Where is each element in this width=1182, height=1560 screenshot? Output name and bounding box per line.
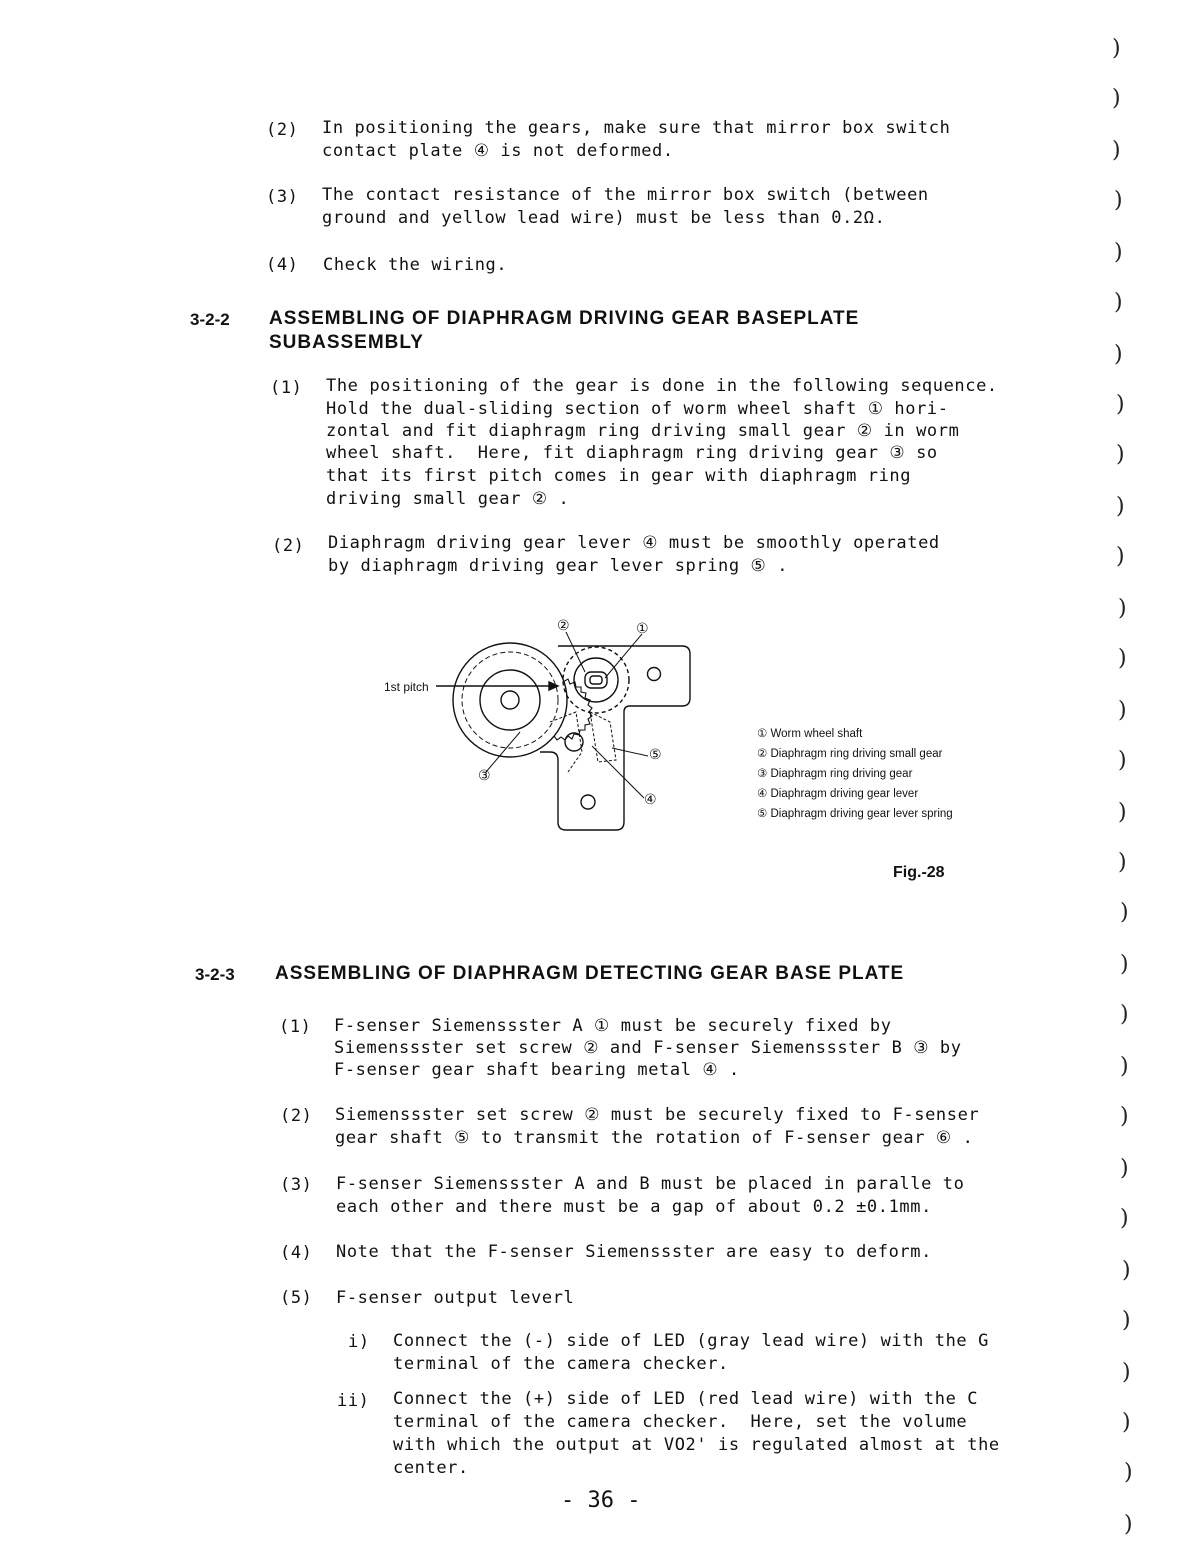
binding-mark: ) [1120,952,1129,977]
gear-teeth [554,679,592,740]
callout-3: ③ [478,767,491,783]
item-number: (2) [280,1106,313,1126]
binding-mark: ) [1116,392,1125,417]
callout-leader-3 [486,732,520,772]
lever-spring [550,712,582,772]
gear-shaft-hole [501,691,519,709]
binding-mark: ) [1116,494,1125,519]
binding-mark: ) [1122,1410,1131,1435]
binding-mark: ) [1118,646,1127,671]
gear-hub [480,670,540,730]
subitem-line: Connect the (-) side of LED (gray lead wire) with the G [393,1331,989,1351]
binding-mark: ) [1120,1206,1129,1231]
item-line: The contact resistance of the mirror box switch (between [322,185,929,205]
item-line: contact plate ④ is not deformed. [322,141,674,161]
binding-mark: ) [1114,290,1123,315]
item-line: Note that the F-senser Siemenssster are easy to deform. [336,1242,932,1262]
small-gear [574,658,618,702]
baseplate-hole [581,795,595,809]
item-line: The positioning of the gear is done in the following sequence. [326,376,998,396]
binding-mark: ) [1114,240,1123,265]
subitem-line: Connect the (+) side of LED (red lead wire) with the C [393,1389,979,1409]
binding-mark: ) [1116,544,1125,569]
lever-pivot [565,733,583,751]
binding-mark: ) [1112,138,1121,163]
binding-mark: ) [1114,188,1123,213]
item-line: F-senser gear shaft bearing metal ④ . [334,1060,740,1080]
legend-item: ⑤ Diaphragm driving gear lever spring [757,808,953,820]
binding-mark: ) [1112,86,1121,111]
binding-mark: ) [1120,1054,1129,1079]
callout-4: ④ [644,791,657,807]
item-number: (4) [266,255,299,275]
binding-mark: ) [1118,800,1127,825]
section-title-continued: SUBASSEMBLY [269,332,424,353]
item-line: In positioning the gears, make sure that mirror box switch [322,118,951,138]
subitem-line: terminal of the camera checker. Here, set the volume [393,1412,968,1432]
subitem-line: terminal of the camera checker. [393,1354,729,1374]
item-number: (3) [266,187,299,207]
subitem-number: i) [348,1332,370,1352]
baseplate-hole [648,668,661,681]
item-line: each other and there must be a gap of about 0.2 ±0.1mm. [336,1197,932,1217]
item-line: Siemenssster set screw ② must be securely fixed to F-senser [335,1105,980,1125]
binding-mark: ) [1118,748,1127,773]
legend-item: ④ Diaphragm driving gear lever [757,788,919,800]
item-number: (1) [270,378,303,398]
binding-mark: ) [1124,1512,1133,1537]
legend-item: ③ Diaphragm ring driving gear [757,768,913,780]
item-line: that its first pitch comes in gear with diaphragm ring [326,466,912,486]
item-line: Hold the dual-sliding section of worm wheel shaft ① hori- [326,399,949,419]
item-number: (1) [279,1017,312,1037]
item-line: Diaphragm driving gear lever ④ must be smoothly operated [328,533,940,553]
binding-mark: ) [1122,1308,1131,1333]
callout-leader-5 [612,748,648,756]
item-line: by diaphragm driving gear lever spring ⑤ . [328,556,789,576]
callout-5: ⑤ [649,746,662,762]
item-number: (4) [280,1243,313,1263]
binding-mark: ) [1114,342,1123,367]
item-line: gear shaft ⑤ to transmit the rotation of F-senser gear ⑥ . [335,1128,974,1148]
binding-mark: ) [1120,900,1129,925]
binding-mark: ) [1122,1360,1131,1385]
item-line: zontal and fit diaphragm ring driving small gear ② in worm [326,421,960,441]
binding-mark: ) [1122,1258,1131,1283]
section-title: ASSEMBLING OF DIAPHRAGM DETECTING GEAR BASE PLATE [275,963,905,984]
item-number: (2) [266,120,299,140]
item-line: driving small gear ② . [326,489,570,509]
item-number: (5) [280,1288,313,1308]
legend-item: ② Diaphragm ring driving small gear [757,748,943,760]
item-line: Check the wiring. [323,255,508,275]
binding-mark: ) [1116,442,1125,467]
item-number: (3) [280,1175,313,1195]
binding-mark: ) [1120,1002,1129,1027]
figure-caption: Fig.-28 [893,864,945,881]
item-line: F-senser output leverl [336,1288,575,1308]
item-line: Siemenssster set screw ② and F-senser Siemenssster B ③ by [334,1038,962,1058]
callout-leader-2 [566,632,585,672]
binding-mark: ) [1124,1460,1133,1485]
item-line: F-senser Siemenssster A ① must be securely fixed by [334,1016,892,1036]
subitem-line: center. [393,1458,469,1478]
section-number: 3-2-2 [190,310,230,329]
small-gear-outline [563,647,629,713]
callout-1: ① [636,620,649,636]
item-line: F-senser Siemenssster A and B must be placed in paralle to [336,1174,965,1194]
page-number: - 36 - [561,1488,641,1513]
section-number: 3-2-3 [195,965,235,984]
diaphragm-ring-driving-gear [453,643,567,757]
gear-inner-dashed [462,652,558,748]
section-title: ASSEMBLING OF DIAPHRAGM DRIVING GEAR BASEPLATE [269,308,860,329]
pitch-label: 1st pitch [384,680,429,694]
item-line: ground and yellow lead wire) must be less than 0.2Ω. [322,208,886,228]
legend-item: ① Worm wheel shaft [757,728,863,740]
callout-2: ② [557,617,570,633]
driving-gear-lever [590,712,616,762]
binding-mark: ) [1118,850,1127,875]
worm-wheel-shaft-core [590,676,602,684]
binding-mark: ) [1118,698,1127,723]
item-number: (2) [272,536,305,556]
worm-wheel-shaft [585,672,607,688]
gear-diagram [380,612,710,837]
binding-mark: ) [1118,596,1127,621]
binding-mark: ) [1112,36,1121,61]
gear-diagram-drawing [380,612,710,837]
subitem-line: with which the output at VO2' is regulated almost at the [393,1435,1000,1455]
subitem-number: ii) [337,1391,370,1411]
binding-mark: ) [1120,1156,1129,1181]
binding-mark: ) [1120,1104,1129,1129]
item-line: wheel shaft. Here, fit diaphragm ring driving gear ③ so [326,443,938,463]
callout-leader-1 [605,634,642,678]
